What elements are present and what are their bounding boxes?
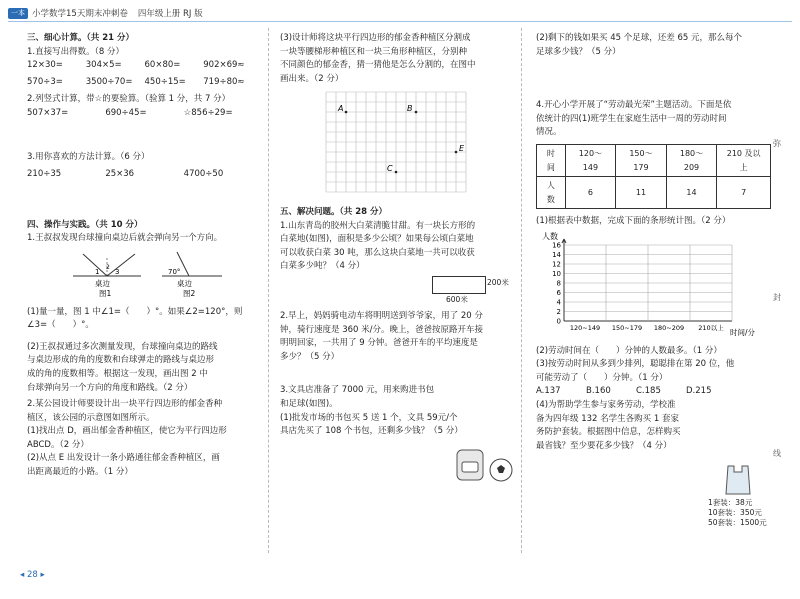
s4-line: 依统计的四(1)班学生在家庭生活中一周的劳动时间 <box>536 113 727 124</box>
q3-title: 3.用你喜欢的方法计算。（6 分） <box>27 151 150 162</box>
s2-line: 2.早上，妈妈骑电动车将明明送到爷爷家，用了 20 分 <box>280 310 483 321</box>
table-cell: 时间 <box>537 144 566 176</box>
side-label: 线 <box>773 449 781 458</box>
p2-1-line: ABCD。（2 分） <box>27 439 89 450</box>
point-b <box>415 111 418 114</box>
calc-item: 304×5= <box>85 60 122 71</box>
calc-row-2 <box>27 76 262 90</box>
field-width-label: 600米 <box>446 294 468 304</box>
q1-title: 1.直接写出得数。（8 分） <box>27 46 124 57</box>
calc-item: 210÷35 <box>27 169 62 180</box>
s1-line: 可以收获白菜 30 吨，那么这块白菜地一共可以收获 <box>280 247 475 258</box>
calc-item: 4700÷50 <box>183 169 224 180</box>
field-rectangle <box>432 276 486 294</box>
chart-y-tick-label: 12 <box>552 260 561 269</box>
p2-line: 2.某公园设计师要设计出一块平行四边形的郁金香种 <box>27 399 223 410</box>
angle-2-label: 2 <box>106 263 110 271</box>
p3-line: 画出来。（2 分） <box>280 73 344 84</box>
figure-2 <box>162 252 222 298</box>
table-cell: 11 <box>616 177 667 209</box>
side-label: 封 <box>773 293 781 302</box>
chart-y-tick-label: 16 <box>552 241 561 250</box>
s3-2-line: 足球多少钱？（5 分） <box>536 46 621 57</box>
s4-1-line: (1)根据表中数据，完成下面的条形统计图。（2 分） <box>536 216 731 227</box>
figure-1 <box>73 254 141 298</box>
calc-item: 3500÷70= <box>85 76 133 87</box>
point-c <box>395 171 398 174</box>
s4-4-line: 务防护套装。根据图中信息，怎样购买 <box>536 427 681 438</box>
s1-line: 1.山东青岛的胶州大白菜清脆甘甜。有一块长方形的 <box>280 220 476 231</box>
p2-line: 植区，该公园的示意图如图所示。 <box>27 412 155 423</box>
chart-x-category-label: 180~209 <box>653 323 685 332</box>
table-cell: 6 <box>565 177 616 209</box>
backpack-pocket <box>462 462 478 472</box>
easy-calc-row <box>27 168 262 182</box>
section-5-title: 五、解决问题。（共 28 分） <box>280 206 387 217</box>
s2-line: 多少？（5 分） <box>280 351 340 362</box>
p1-2-line: (2)王叔叔通过多次测量发现，台球撞向桌边的路线 <box>27 341 218 352</box>
table-edge-label: 桌边 <box>95 278 110 288</box>
column-2 <box>280 32 515 439</box>
p1-2-line: 台球弹向另一个方向的角度和路线。（2 分） <box>27 382 193 393</box>
s1-line: 白菜地(如图)，面积是多少公顷？如果每公顷白菜地 <box>280 234 474 245</box>
chart-y-tick-label: 10 <box>552 269 561 278</box>
p3-line: 不同颜色的郁金香，猜一猜他是怎么分割的，在图中 <box>280 60 476 71</box>
point-a <box>345 111 348 114</box>
label-a: A <box>338 104 344 114</box>
chart-x-category-label: 210以上 <box>698 323 724 332</box>
field-height-label: 200米 <box>487 277 509 287</box>
p3-line: (3)设计师将这块平行四边形的郁金香种植区分割成 <box>280 33 471 43</box>
s4-2-line: (2)劳动时间在（ ）分钟的人数最多。（1 分） <box>536 345 722 356</box>
s4-line: 情况。 <box>536 127 562 138</box>
option: B.160 <box>586 386 611 397</box>
page-number: ◂ 28 ▸ <box>20 570 45 580</box>
s3-2-line: (2)剩下的钱如果买 45 个足球，还差 65 元，那么每个 <box>536 33 742 43</box>
p2-1-line: (1)找出点 D，画出郁金香种植区，使它为平行四边形 <box>27 426 227 437</box>
chart-y-tick-label: 0 <box>556 317 561 326</box>
calc-row-1 <box>27 59 262 73</box>
price-list <box>708 498 767 528</box>
table-cell: 180～209 <box>666 144 717 176</box>
q2-title: 2.列竖式计算，带☆的要验算。（验算 1 分，共 7 分） <box>27 94 231 105</box>
s4-4-line: 最省钱？至少要花多少钱？（4 分） <box>536 440 672 451</box>
header <box>8 6 203 20</box>
p1-text: 1.王叔叔发现台球撞向桌边后就会弹向另一个方向。 <box>27 233 223 244</box>
price-item: 50套装：1500元 <box>708 518 767 527</box>
s4-4-line: (4)为帮助学生参与家务劳动，学校准 <box>536 399 676 410</box>
angle-1-label: 1 <box>95 267 100 276</box>
calc-item: 690÷45= <box>105 107 147 118</box>
table-cell: 人数 <box>537 177 566 209</box>
chart-y-ticks <box>552 241 561 325</box>
chart-x-category-label: 150~179 <box>611 323 643 332</box>
s3-line: 和足球(如图)。 <box>280 398 338 409</box>
calc-item: 570÷3= <box>27 76 63 87</box>
chart-y-tick-label: 6 <box>556 288 561 297</box>
column-divider-1 <box>268 28 269 553</box>
table-cell: 14 <box>666 177 717 209</box>
table-cell: 120～149 <box>565 144 616 176</box>
option: C.185 <box>636 386 661 397</box>
book-title: 小学数学15天期末冲刺卷 <box>32 9 128 19</box>
chart-x-category-label: 120~149 <box>569 323 601 332</box>
table-row <box>537 177 771 209</box>
column-1 <box>27 32 262 480</box>
calc-item: 25×36 <box>105 169 135 180</box>
s1-line: 白菜多少吨？（4 分） <box>280 261 365 272</box>
figure-1-caption: 图1 <box>99 288 112 298</box>
table-cell: 7 <box>717 177 771 209</box>
grid-lines <box>326 92 466 192</box>
grade-label: 四年级上册 RJ 版 <box>137 9 203 19</box>
chart-grid <box>562 239 732 321</box>
p1-2-line: 与桌边形成的角的度数和台球弹走的路线与桌边形 <box>27 355 215 366</box>
side-label: 弥 <box>773 139 781 148</box>
chart-ylabel: 人数 <box>542 231 558 241</box>
chart-y-tick-label: 2 <box>556 307 561 316</box>
dot-grid <box>280 88 515 198</box>
p1-1-text: (1)量一量，图 1 中∠1=（ ）°。如果∠2=120°，则∠3=（ ）°。 <box>27 306 243 331</box>
p2-2-line: (2)从点 E 出发设计一条小路通往郁金香种植区，画 <box>27 453 220 464</box>
chart-xlabel: 时间/分 <box>730 327 756 337</box>
field-diagram <box>280 274 515 304</box>
price-item: 1套装：38元 <box>708 498 753 507</box>
calc-item: 60×80= <box>144 60 181 71</box>
s2-line: 明明回家，一共用了 9 分钟。爸爸开车的平均速度是 <box>280 338 478 349</box>
bar-chart <box>536 229 766 339</box>
labor-time-table <box>536 144 771 209</box>
page-number-text: 28 <box>26 570 38 580</box>
angle-label: 70° <box>168 267 181 276</box>
s2-line: 钟，骑行速度是 360 米/分。晚上，爸爸按原路开车接 <box>280 324 483 335</box>
s3-line: 3.文具店准备了 7000 元，用来购进书包 <box>280 385 435 396</box>
column-divider-2 <box>521 28 522 553</box>
vertical-calc-row <box>27 107 262 121</box>
calc-item: 450÷15= <box>144 76 186 87</box>
calc-item: ☆856÷29= <box>183 107 233 118</box>
chart-y-tick-label: 4 <box>556 298 561 307</box>
chart-x-categories <box>570 323 724 332</box>
section-3-title: 三、细心计算。（共 21 分） <box>27 33 134 43</box>
label-c: C <box>387 164 393 174</box>
p3-line: 一块等腰梯形种植区和一块三角形种植区，分别种 <box>280 46 468 57</box>
angle-3-label: 3 <box>115 267 120 276</box>
chart-y-axis-arrow <box>562 239 566 245</box>
ball-path-out <box>107 254 135 276</box>
apron-icon <box>720 462 756 496</box>
brand-logo: 一本 <box>8 8 28 19</box>
option: D.215 <box>686 386 712 397</box>
s4-3-line: 可能劳动了（ ）分钟。（1 分） <box>536 372 668 383</box>
apron-body <box>726 466 750 494</box>
table-edge-label: 桌边 <box>177 278 192 288</box>
header-rule <box>8 21 792 22</box>
billiard-figures <box>27 246 262 298</box>
option: A.137 <box>536 386 561 397</box>
section-4-title: 四、操作与实践。（共 10 分） <box>27 219 143 230</box>
point-e <box>455 151 458 154</box>
s4-4-line: 备为四年级 132 名学生各购买 1 套家 <box>536 413 679 424</box>
column-3 <box>536 32 771 527</box>
s4-3-line: (3)按劳动时间从多到少排列，聪聪排在第 20 位，他 <box>536 359 735 370</box>
calc-item: 507×37= <box>27 107 69 118</box>
calc-item: 719÷80≈ <box>203 76 245 87</box>
calc-item: 902×69≈ <box>203 60 245 71</box>
label-e: E <box>459 144 465 154</box>
s3-1-line: 具店先买了 108 个书包，还剩多少钱？（5 分） <box>280 426 463 437</box>
backpack-and-ball-icon <box>455 444 515 484</box>
calc-item: 12×30= <box>27 60 63 71</box>
label-b: B <box>407 104 413 114</box>
chart-y-tick-label: 14 <box>552 250 561 259</box>
p1-2-line: 成的角的度数相等。根据这一发现，画出图 2 中 <box>27 368 208 379</box>
s3-1-line: (1)批发市场的书包买 5 送 1 个，文具 59元/个 <box>280 412 458 423</box>
figure-2-caption: 图2 <box>183 288 196 298</box>
price-item: 10套装：350元 <box>708 508 762 517</box>
table-header-row <box>537 144 771 176</box>
p2-2-line: 出距离最近的小路。（1 分） <box>27 467 133 478</box>
options-row <box>536 385 736 399</box>
s4-line: 4.开心小学开展了“劳动最光荣”主题活动。下面是依 <box>536 100 732 111</box>
chart-y-tick-label: 8 <box>556 279 561 288</box>
table-cell: 150～179 <box>616 144 667 176</box>
table-cell: 210 及以上 <box>717 144 771 176</box>
